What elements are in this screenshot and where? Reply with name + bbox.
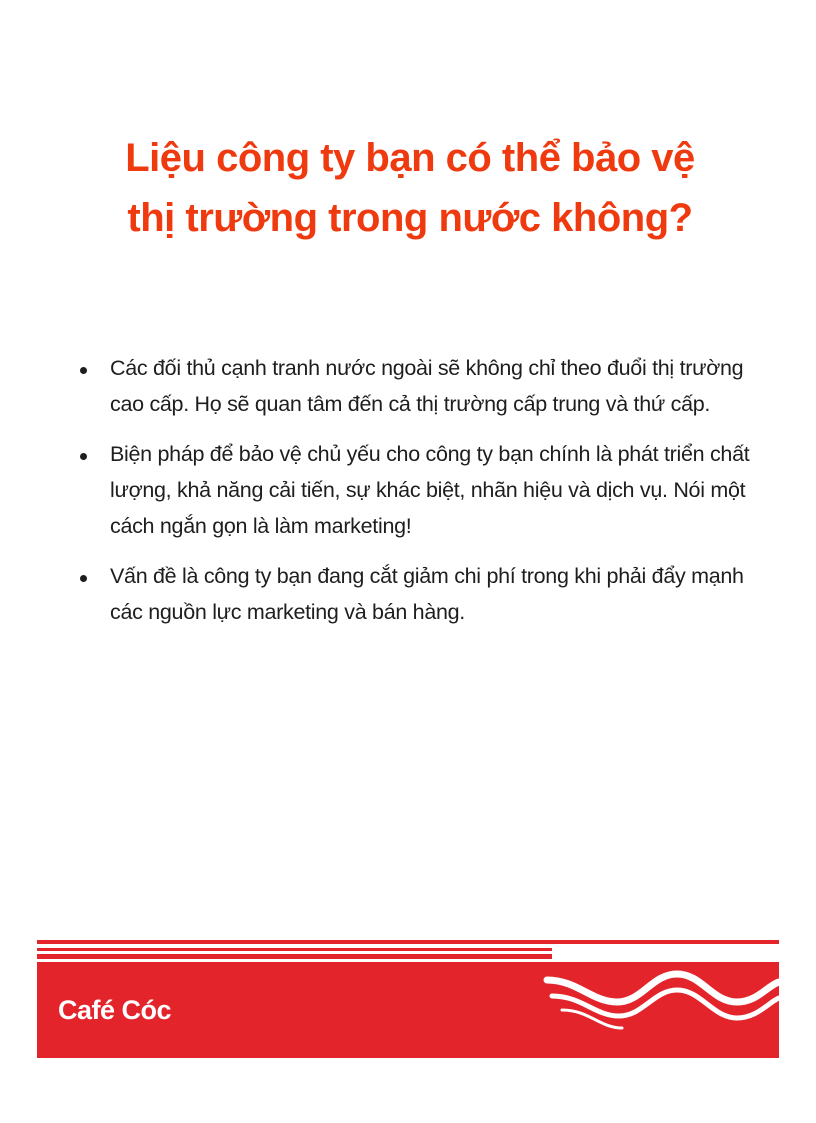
banner-stripe-mid	[37, 948, 552, 951]
bullet-text: Vấn đề là công ty bạn đang cắt giảm chi phí trong khi phải đẩy mạnh các nguồn lực marketing và bán hàng.	[110, 564, 744, 624]
bullet-dot-icon	[80, 453, 87, 460]
bullet-text: Biện pháp để bảo vệ chủ yếu cho công ty bạn chính là phát triển chất lượng, khả năng cải tiến, sự khác biệt, nhãn hiệu và dịch vụ. Nói một cách ngắn gọn là làm marketing!	[110, 442, 750, 538]
brand-name: Café Cóc	[58, 995, 172, 1025]
slide-title	[60, 128, 760, 248]
bullet-list	[74, 350, 754, 640]
title-line-2: thị trường trong nước không?	[127, 196, 693, 240]
bullet-item	[74, 350, 754, 422]
banner-stripe-low	[37, 954, 552, 959]
bullet-dot-icon	[80, 367, 87, 374]
title-line-1: Liệu công ty bạn có thể bảo vệ	[125, 136, 695, 180]
bullet-item	[74, 558, 754, 630]
bullet-text: Các đối thủ cạnh tranh nước ngoài sẽ không chỉ theo đuổi thị trường cao cấp. Họ sẽ quan tâm đến cả thị trường cấp trung và thứ cấp.	[110, 356, 744, 416]
banner-stripe-top	[37, 940, 779, 944]
bullet-item	[74, 436, 754, 544]
bullet-dot-icon	[80, 575, 87, 582]
